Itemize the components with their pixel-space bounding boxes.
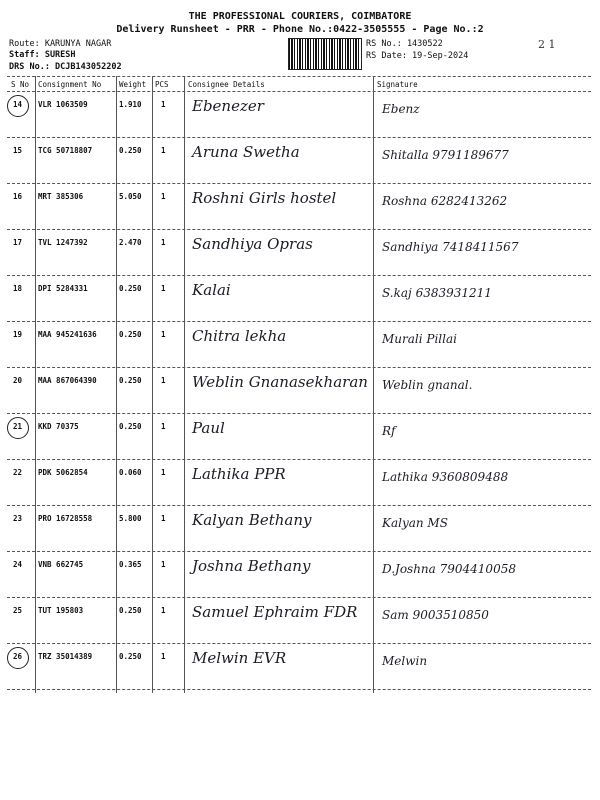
row-divider	[7, 505, 591, 506]
col-divider	[184, 76, 185, 693]
row-sno: 20	[13, 376, 23, 385]
handwritten-circle-mark	[7, 417, 29, 439]
handwritten-circle-mark	[7, 647, 29, 669]
row-weight: 0.250	[119, 146, 142, 155]
row-consignment-no: TRZ 35014389	[38, 652, 93, 661]
row-sno: 15	[13, 146, 23, 155]
row-consignment-no: PRO 16728558	[38, 514, 93, 523]
row-pcs: 1	[161, 376, 166, 385]
row-weight: 0.250	[119, 330, 142, 339]
col-divider	[152, 76, 153, 693]
row-sno: 17	[13, 238, 23, 247]
row-divider	[7, 551, 591, 552]
row-sno: 19	[13, 330, 23, 339]
row-weight: 0.250	[119, 606, 142, 615]
row-pcs: 1	[161, 192, 166, 201]
row-consignment-no: VLR 1063509	[38, 100, 88, 109]
row-consignment-no: MAA 945241636	[38, 330, 97, 339]
header-rule-top	[7, 76, 591, 77]
row-divider	[7, 183, 591, 184]
row-divider	[7, 275, 591, 276]
row-divider	[7, 413, 591, 414]
row-pcs: 1	[161, 560, 166, 569]
row-weight: 0.250	[119, 376, 142, 385]
row-signature-handwritten: D.Joshna 7904410058	[382, 562, 516, 576]
row-weight: 1.910	[119, 100, 142, 109]
row-divider	[7, 459, 591, 460]
col-signature: Signature	[377, 80, 418, 89]
col-sno: S No	[11, 80, 30, 89]
company-title: THE PROFESSIONAL COURIERS, COIMBATORE	[188, 11, 412, 22]
row-pcs: 1	[161, 100, 166, 109]
row-consignee-handwritten: Lathika PPR	[192, 465, 286, 483]
col-divider	[373, 76, 374, 693]
row-sno: 25	[13, 606, 23, 615]
row-divider	[7, 321, 591, 322]
row-signature-handwritten: Sandhiya 7418411567	[382, 240, 519, 254]
row-consignee-handwritten: Kalai	[192, 281, 231, 299]
row-sno: 22	[13, 468, 23, 477]
row-sno: 26	[13, 652, 23, 661]
rs-number: RS No.: 1430522	[366, 39, 443, 49]
row-consignment-no: TVL 1247392	[38, 238, 88, 247]
row-consignment-no: VNB 662745	[38, 560, 84, 569]
row-divider	[7, 643, 591, 644]
row-weight: 5.050	[119, 192, 142, 201]
row-consignee-handwritten: Sandhiya Opras	[192, 235, 313, 253]
row-weight: 5.800	[119, 514, 142, 523]
row-weight: 0.250	[119, 284, 142, 293]
route-label: Route: KARUNYA NAGAR	[9, 39, 112, 49]
handwritten-circle-mark	[7, 95, 29, 117]
row-signature-handwritten: Shitalla 9791189677	[382, 148, 509, 162]
row-sno: 23	[13, 514, 23, 523]
row-signature-handwritten: S.kaj 6383931211	[382, 286, 492, 300]
col-divider	[35, 76, 36, 693]
col-divider	[116, 76, 117, 693]
row-consignee-handwritten: Samuel Ephraim FDR	[192, 603, 358, 621]
row-pcs: 1	[161, 422, 166, 431]
row-consignee-handwritten: Kalyan Bethany	[192, 511, 312, 529]
row-weight: 0.250	[119, 422, 142, 431]
row-consignment-no: KKD 70375	[38, 422, 79, 431]
row-signature-handwritten: Roshna 6282413262	[382, 194, 508, 208]
row-consignee-handwritten: Roshni Girls hostel	[192, 189, 337, 207]
row-pcs: 1	[161, 146, 166, 155]
row-pcs: 1	[161, 330, 166, 339]
row-divider	[7, 367, 591, 368]
drs-label: DRS No.: DCJB143052202	[9, 62, 122, 72]
row-signature-handwritten: Ebenz	[382, 102, 420, 116]
runsheet-title: Delivery Runsheet - PRR - Phone No.:0422-3505555 - Page No.:2	[116, 24, 484, 35]
staff-label: Staff: SURESH	[9, 50, 76, 60]
row-pcs: 1	[161, 514, 166, 523]
handwritten-page-mark: 2 1	[538, 38, 556, 51]
row-divider	[7, 137, 591, 138]
row-consignment-no: MAA 867064390	[38, 376, 97, 385]
row-weight: 0.365	[119, 560, 142, 569]
row-weight: 2.470	[119, 238, 142, 247]
row-weight: 0.060	[119, 468, 142, 477]
row-pcs: 1	[161, 606, 166, 615]
row-consignment-no: MRT 385306	[38, 192, 84, 201]
row-consignee-handwritten: Paul	[192, 419, 225, 437]
row-consignee-handwritten: Joshna Bethany	[192, 557, 311, 575]
barcode	[288, 38, 362, 70]
col-pcs: PCS	[155, 80, 169, 89]
row-sno: 14	[13, 100, 23, 109]
row-consignment-no: TUT 195803	[38, 606, 84, 615]
rs-date: RS Date: 19-Sep-2024	[366, 51, 469, 61]
row-sno: 21	[13, 422, 23, 431]
row-sno: 16	[13, 192, 23, 201]
row-consignee-handwritten: Aruna Swetha	[192, 143, 300, 161]
row-signature-handwritten: Melwin	[382, 654, 428, 668]
row-consignment-no: PDK 5062854	[38, 468, 88, 477]
row-signature-handwritten: Murali Pillai	[382, 332, 457, 346]
row-consignee-handwritten: Weblin Gnanasekharan	[192, 373, 368, 391]
row-sno: 24	[13, 560, 23, 569]
col-consignee: Consignee Details	[188, 80, 265, 89]
row-sno: 18	[13, 284, 23, 293]
row-signature-handwritten: Lathika 9360809488	[382, 470, 509, 484]
row-consignee-handwritten: Ebenezer	[192, 97, 264, 115]
row-pcs: 1	[161, 652, 166, 661]
col-weight: Weight	[119, 80, 147, 89]
row-divider	[7, 229, 591, 230]
row-signature-handwritten: Weblin gnanal.	[382, 378, 473, 392]
row-consignee-handwritten: Melwin EVR	[192, 649, 287, 667]
row-signature-handwritten: Rf	[382, 424, 396, 438]
row-consignment-no: DPI 5284331	[38, 284, 88, 293]
row-pcs: 1	[161, 238, 166, 247]
row-divider	[7, 689, 591, 690]
row-consignment-no: TCG 50718807	[38, 146, 93, 155]
row-divider	[7, 597, 591, 598]
row-pcs: 1	[161, 284, 166, 293]
col-consignment: Consignment No	[38, 80, 102, 89]
row-pcs: 1	[161, 468, 166, 477]
row-signature-handwritten: Kalyan MS	[382, 516, 448, 530]
row-weight: 0.250	[119, 652, 142, 661]
row-consignee-handwritten: Chitra lekha	[192, 327, 287, 345]
header-rule-bottom	[7, 91, 591, 92]
row-signature-handwritten: Sam 9003510850	[382, 608, 489, 622]
